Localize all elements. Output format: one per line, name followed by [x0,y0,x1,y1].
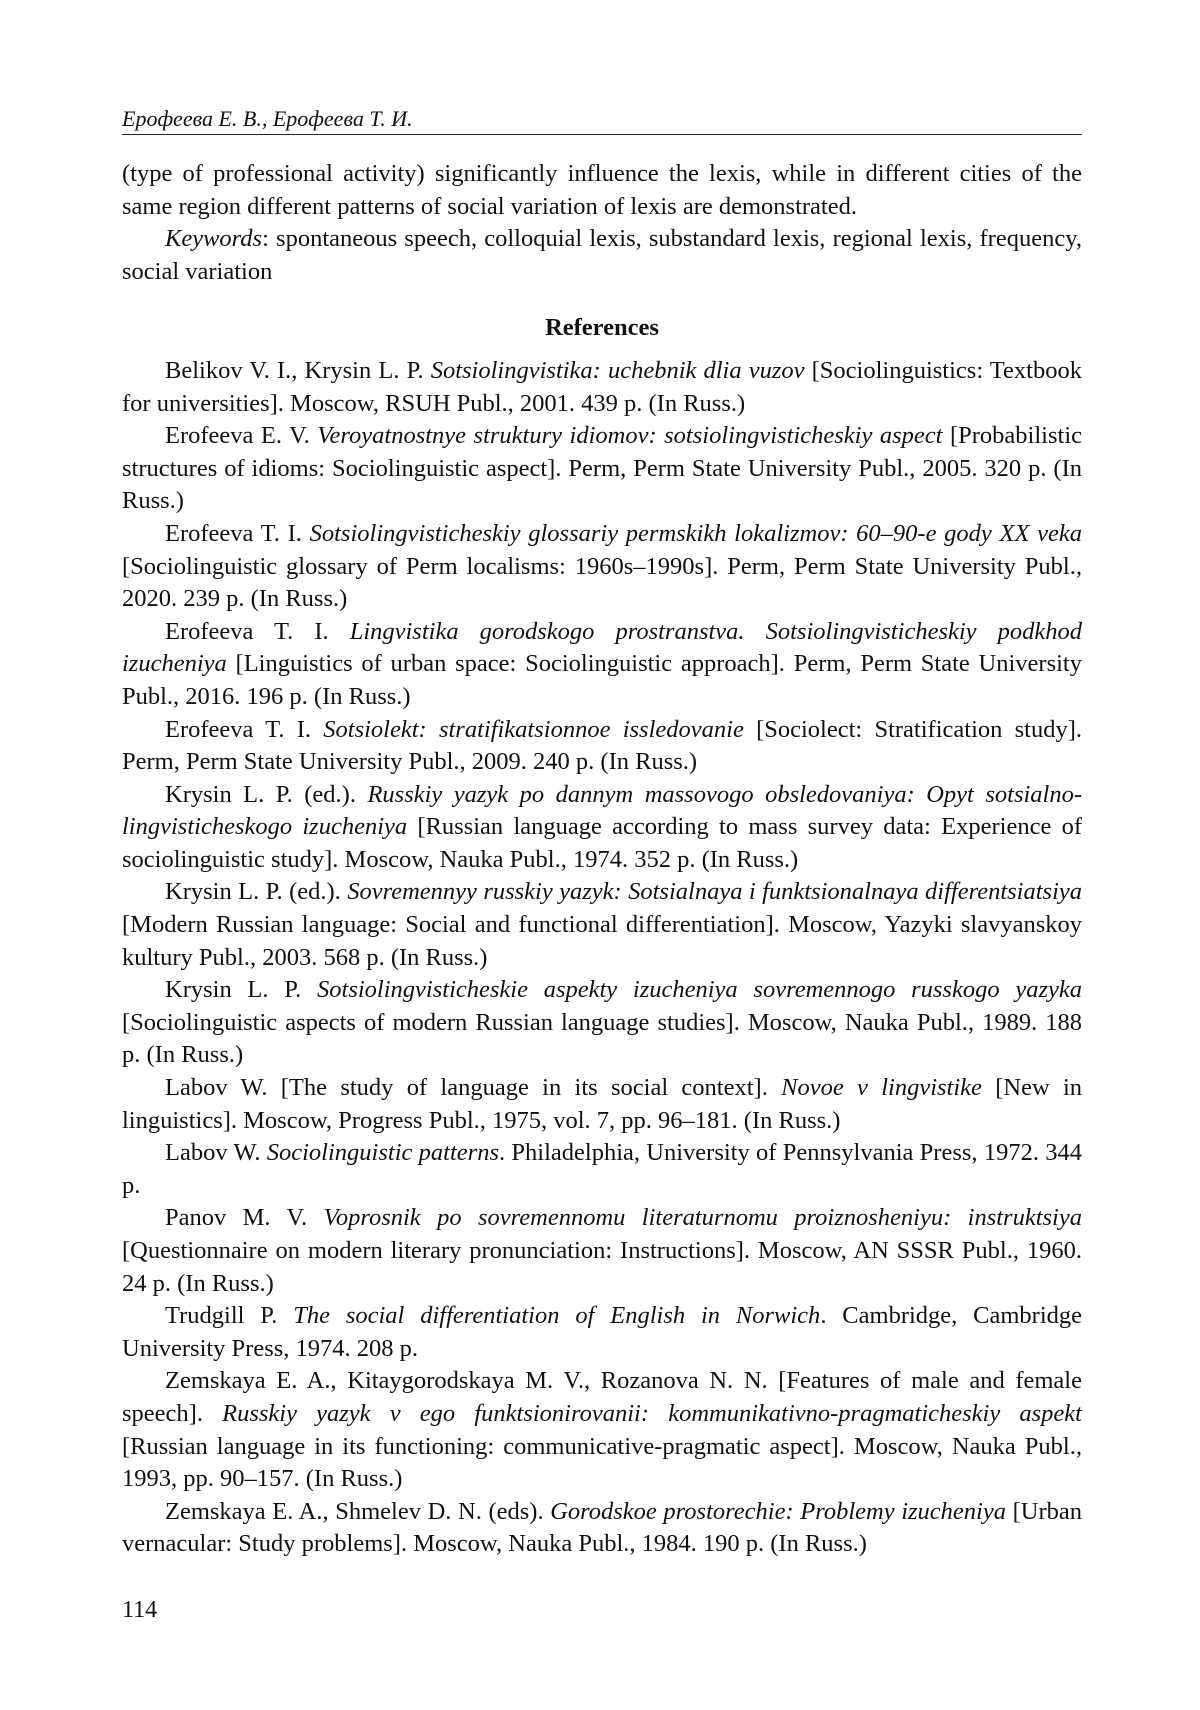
reference-title: Sovremennyy russkiy yazyk: Sotsialnaya i funktsionalnaya differentsiatsiya [347,878,1083,906]
header-rule [122,134,1082,135]
reference-title: Russkiy yazyk v ego funktsionirovanii: kommunikativno-pragmaticheskiy aspekt [222,1399,1082,1427]
reference-item: Labov W. [The study of language in its social context]. Novoe v lingvistike [New in linguistics]. Moscow, Progress Publ., 1975, vol. 7, pp. 96–181. (In Russ.) [122,1074,1083,1134]
reference-item: Erofeeva E. V. Veroyatnostnye struktury idiomov: sotsiolingvisticheskiy aspect [Probabilistic structures of idioms: Sociolinguistic aspect]. Perm, Perm State University Publ., 2005. 320 p. (In Russ.) [122,422,1082,515]
reference-title: Sotsiolekt: stratifikatsionnoe issledovanie [323,715,744,743]
reference-item: Zemskaya E. A., Shmelev D. N. (eds). Gorodskoe prostorechie: Problemy izucheniya [Urban vernacular: Study problems]. Moscow, Nauka Publ., 1984. 190 p. (In Russ.) [122,1497,1082,1558]
reference-title: Novoe v lingvistike [781,1074,982,1102]
reference-title: Russkiy yazyk po dannym massovogo obsledovaniya: Opyt sotsialno-lingvisticheskogo izucheniya [122,780,1082,841]
reference-item: Zemskaya E. A., Kitaygorodskaya M. V., Rozanova N. N. [Features of male and female speech]. Russkiy yazyk v ego funktsionirovanii: kommunikativno-pragmaticheskiy aspekt [Russian language in its functioning: communicative-pragmatic aspect]. Moscow, Nauka Publ., 1993, pp. 90–157. (In Russ.) [122,1367,1082,1493]
reference-item: Labov W. Sociolinguistic patterns. Philadelphia, University of Pennsylvania Press, 1972. 344 p. [122,1139,1082,1199]
reference-title: Sotsiolingvisticheskie aspekty izucheniya sovremennogo russkogo yazyka [317,976,1082,1004]
abstract-continuation: (type of professional activity) significantly influence the lexis, while in different cities of the same region different patterns of social variation of lexis are demonstrated. [122,160,1082,220]
reference-item: Belikov V. I., Krysin L. P. Sotsiolingvistika: uchebnik dlia vuzov [Sociolinguistics: Textbook for universities]. Moscow, RSUH Publ., 2001. 439 p. (In Russ.) [122,356,1082,417]
reference-title: Sotsiolingvisticheskiy glossariy permskikh lokalizmov: 60–90-e gody XX veka [309,519,1082,547]
references-heading: References [545,314,659,342]
reference-title: Gorodskoe prostorechie: Problemy izucheniya [550,1497,1006,1525]
running-head: Ерофеева Е. В., Ерофеева Т. И. [122,106,413,131]
document-page [122,0,1082,1710]
reference-item: Erofeeva T. I. Lingvistika gorodskogo prostranstva. Sotsiolingvisticheskiy podkhod izucheniya [Linguistics of urban space: Sociolinguistic approach]. Perm, Perm State University Publ., 2016. 196 p. (In Russ.) [122,617,1082,710]
keywords-paragraph [122,223,1082,288]
reference-title: Voprosnik po sovremennomu literaturnomu proiznosheniyu: instruktsiya [323,1204,1082,1232]
reference-item: Erofeeva T. I. Sotsiolekt: stratifikatsionnoe issledovanie [Sociolect: Stratification study]. Perm, Perm State University Publ., 2009. 240 p. (In Russ.) [122,715,1082,776]
reference-title: Veroyatnostnye struktury idiomov: sotsiolingvisticheskiy aspect [317,422,943,450]
keywords-label: Keywords [165,225,263,253]
reference-title: Sociolinguistic patterns [266,1139,499,1167]
page-body [122,158,1082,1561]
reference-item: Krysin L. P. (ed.). Russkiy yazyk po dannym massovogo obsledovaniya: Opyt sotsialno-lingvisticheskogo izucheniya [Russian language according to mass survey data: Experience of sociolinguistic study]. Moscow, Nauka Publ., 1974. 352 p. (In Russ.) [122,780,1083,873]
reference-item: Panov M. V. Voprosnik po sovremennomu literaturnomu proiznosheniyu: instruktsiya [Questionnaire on modern literary pronunciation: Instructions]. Moscow, AN SSSR Publ., 1960. 24 p. (In Russ.) [122,1204,1082,1297]
reference-item: Trudgill P. The social differentiation of English in Norwich. Cambridge, Cambridge University Press, 1974. 208 p. [122,1302,1083,1362]
reference-item: Krysin L. P. Sotsiolingvisticheskie aspekty izucheniya sovremennogo russkogo yazyka [Sociolinguistic aspects of modern Russian language studies]. Moscow, Nauka Publ., 1989. 188 p. (In Russ.) [122,976,1082,1069]
reference-title: Sotsiolingvistika: uchebnik dlia vuzov [430,356,805,384]
page-number: 114 [122,1597,158,1623]
reference-item: Erofeeva T. I. Sotsiolingvisticheskiy glossariy permskikh lokalizmov: 60–90-e gody XX veka [Sociolinguistic glossary of Perm localisms: 1960s–1990s]. Perm, Perm State University Publ., 2020. 239 p. (In Russ.) [122,519,1082,613]
reference-item: Krysin L. P. (ed.). Sovremennyy russkiy yazyk: Sotsialnaya i funktsionalnaya differentsiatsiya [Modern Russian language: Social and functional differentiation]. Moscow, Yazyki slavyanskoy kultury Publ., 2003. 568 p. (In Russ.) [122,878,1083,971]
reference-title: Lingvistika gorodskogo prostranstva. Sotsiolingvisticheskiy podkhod izucheniya [122,617,1082,678]
references-list [122,355,1082,1561]
keywords-text: : spontaneous speech, colloquial lexis, substandard lexis, regional lexis, frequency, social variation [122,225,1082,285]
reference-title: The social differentiation of English in Norwich [293,1302,821,1330]
